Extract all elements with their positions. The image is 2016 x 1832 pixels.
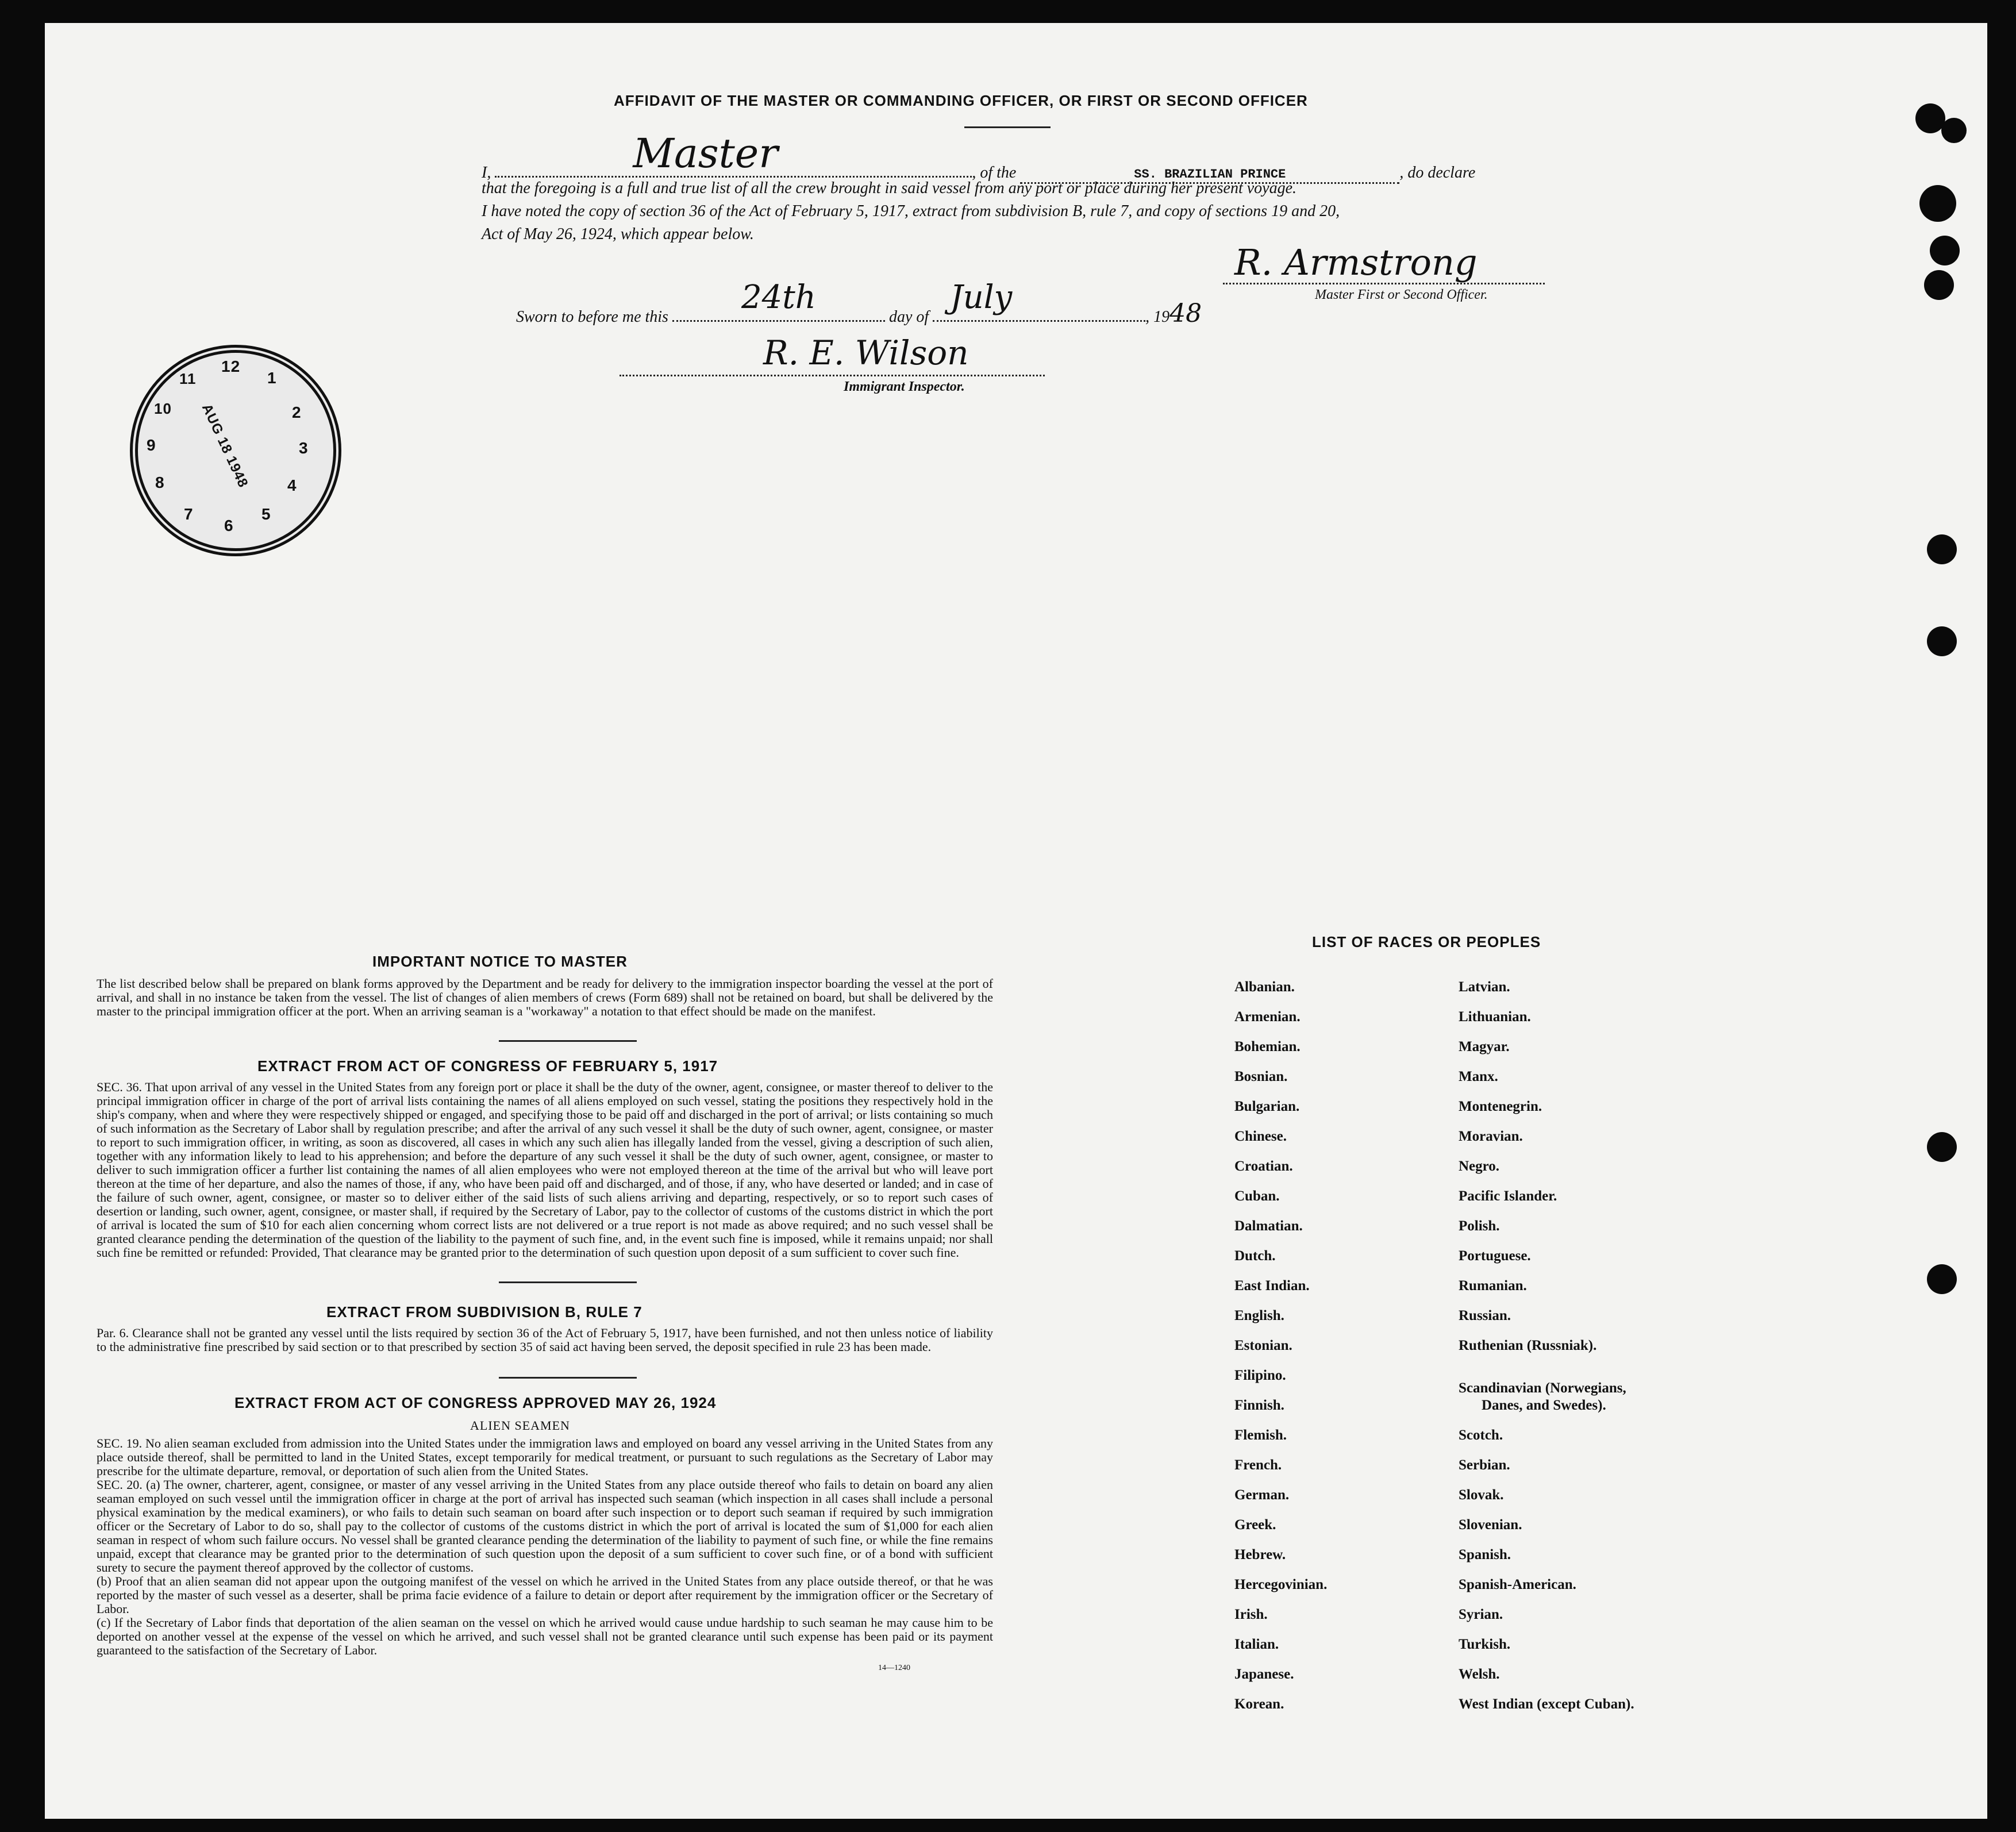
stamp-digit: 3 [299, 439, 309, 457]
subdivision-b-text: Par. 6. Clearance shall not be granted any vessel until the lists required by section 36 of the Act of February 5, 1917, have been furnished, and not then unless notice of liability to the administrative fine prescribed by said section or to that prescribed by section 35 of said act having been served, the deposit specified in rule 23 has been made. [97, 1326, 993, 1354]
race-item: Bosnian. [1234, 1069, 1288, 1084]
stamp-digit: 7 [184, 505, 194, 523]
race-item: Moravian. [1459, 1129, 1523, 1144]
race-item: Spanish. [1459, 1547, 1511, 1562]
race-item: Dutch. [1234, 1248, 1276, 1264]
race-item: Russian. [1459, 1308, 1511, 1323]
punch-hole [1930, 236, 1960, 265]
master-caption: Master First or Second Officer. [1315, 287, 1488, 302]
race-item: Syrian. [1459, 1607, 1503, 1622]
race-item: East Indian. [1234, 1278, 1310, 1294]
race-item: Croatian. [1234, 1159, 1293, 1174]
section-20c: (c) If the Secretary of Labor finds that deportation of the alien seaman on the vessel on which he arrived would cause undue hardship to such seaman he may cause him to be deported on another vessel at the expense of the vessel on which he arrived, and such vessel shall not be granted clearance until such expense has been paid or its payment guaranteed to the satisfaction of the Secretary of Labor. [97, 1615, 993, 1657]
race-item: Manx. [1459, 1069, 1498, 1084]
race-item: German. [1234, 1487, 1290, 1503]
declaration-line-2: that the foregoing is a full and true list of all the crew brought in said vessel from any port or place during her present voyage. [482, 179, 1297, 197]
race-item: Scotch. [1459, 1427, 1503, 1443]
extract-1924-text [97, 1437, 993, 1657]
race-item: Irish. [1234, 1607, 1268, 1622]
race-item: Hebrew. [1234, 1547, 1286, 1562]
alien-seamen-subtitle: ALIEN SEAMEN [470, 1418, 570, 1433]
extract-1917-text: SEC. 36. That upon arrival of any vessel in the United States from any foreign port or place it shall be the duty of the owner, agent, consignee, or master thereof to deliver to the principal immigration officer in charge of the port of arrival lists containing the names of all aliens employed on such vessel, stating the positions they respectively hold in the ship's company, when and where they were respectively shipped or engaged, and specifying those to be paid off and discharged in the port of arrival; or lists containing so much of such information as the Secretary of Labor shall by regulation prescribe; and after the arrival of any such vessel it shall be the duty of such owner, agent, consignee, or master to report to such immigration officer, in writing, as soon as discovered, all cases in which any such alien has illegally landed from the vessel, giving a description of such alien, together with any information likely to lead to his apprehension; and before the departure of any such vessel it shall be the duty of such owner, agent, consignee, or master to deliver to such immigration officer a further list containing the names of all alien employees who were not employed thereon at the time of the arrival but who will leave port thereon at the time of her departure, and also the names of those, if any, who have been paid off and discharged, and of those, if any, who have deserted or landed; and in case of the failure of such owner, agent, consignee, or master so to deliver either of the said lists of such aliens arriving and departing, respectively, or so to report such cases of desertion or landing, such owner, agent, consignee, or master shall, if required by the Secretary of Labor, pay to the collector of customs of the customs district in which the port of arrival is located the sum of $10 for each alien concerning whom correct lists are not delivered or a true report is not made as above required; and no such vessel shall be granted clearance pending the determination of the question of the liability to the payment of such fine, and, in the event such fine is imposed, while it remains unpaid; nor shall such fine be remitted or refunded: Provided, That clearance may be granted prior to the determination of such question upon deposit of a sum sufficient to cover such fine. [97, 1080, 993, 1260]
race-item: Greek. [1234, 1517, 1276, 1533]
race-item: Polish. [1459, 1218, 1500, 1234]
stamp-digit: 8 [155, 474, 165, 491]
subdivision-b-divider [499, 1377, 637, 1379]
inspector-signature-block [620, 333, 1056, 397]
date-stamp [130, 345, 341, 556]
i-label: I, [482, 164, 491, 182]
race-item: French. [1234, 1457, 1282, 1473]
master-signature: R. Armstrong [1234, 241, 1478, 283]
race-item: Danes, and Swedes). [1482, 1398, 1606, 1413]
race-item: Cuban. [1234, 1188, 1280, 1204]
inspector-caption: Immigrant Inspector. [844, 379, 965, 394]
stamp-digit: 11 [179, 370, 197, 387]
punch-hole [1919, 185, 1956, 222]
vessel-name: SS. BRAZILIAN PRINCE [1134, 167, 1286, 182]
race-item: Estonian. [1234, 1338, 1292, 1353]
form-number: 14—1240 [878, 1664, 910, 1672]
sworn-month: July [950, 279, 1013, 316]
stamp-digit: 12 [221, 357, 241, 375]
races-title: LIST OF RACES OR PEOPLES [1312, 933, 1541, 950]
sworn-day: 24th [741, 279, 816, 316]
race-item: Flemish. [1234, 1427, 1287, 1443]
race-item: Rumanian. [1459, 1278, 1527, 1294]
notice-divider [499, 1040, 637, 1042]
race-item: Slovenian. [1459, 1517, 1522, 1533]
stamp-digit: 1 [267, 369, 277, 387]
stamp-digit: 9 [147, 436, 156, 454]
race-item: Lithuanian. [1459, 1009, 1531, 1025]
officer-handwriting: Master [633, 130, 778, 177]
race-item: Latvian. [1459, 979, 1510, 995]
race-item: Japanese. [1234, 1666, 1294, 1682]
declaration-line-4: Act of May 26, 1924, which appear below. [482, 225, 754, 243]
inspector-signature: R. E. Wilson [763, 333, 969, 372]
do-declare-label: , do declare [1399, 164, 1476, 182]
race-item: Finnish. [1234, 1398, 1284, 1413]
race-item: Portuguese. [1459, 1248, 1531, 1264]
race-item: Italian. [1234, 1637, 1279, 1652]
race-item: Welsh. [1459, 1666, 1500, 1682]
notice-text: The list described below shall be prepared on blank forms approved by the Department and be ready for delivery to the immigration inspector boarding the vessel at the port of arrival, and shall in no instance be taken from the vessel. The list of changes of alien members of crews (Form 689) shall not be retained on board, but shall be delivered by the master to the principal immigration officer at the port. When an arriving seaman is a "workaway" a notation to that effect should be made on the manifest. [97, 976, 993, 1018]
race-item: Montenegrin. [1459, 1099, 1542, 1114]
punch-hole [1927, 626, 1957, 656]
year-suffix: 48 [1169, 299, 1202, 328]
race-item: Scandinavian (Norwegians, [1459, 1380, 1626, 1396]
section-20a: SEC. 20. (a) The owner, charterer, agent, consignee, or master of any vessel arriving in the United States from any place outside thereof who fails to detain on board any alien seaman employed on such vessel until the immigration officer in charge at the port of arrival has inspected such seaman (which inspection in all cases shall include a personal physical examination by the medical examiners), or who fails to detain such seaman on board after such inspection or to deport such seaman if required by such immigration officer or the Secretary of Labor to do so, shall pay to the collector of customs of the customs district in which the port of arrival is located the sum of $1,000 for each alien seaman in respect of whom such failure occurs. No vessel shall be granted clearance pending the determination of the liability to payment of such fine, or while the fine remains unpaid, except that clearance may be granted prior to the determination of such question upon the deposit of a sum sufficient to cover such fine, or of a bond with sufficient surety to secure the payment thereof approved by the collector of customs. [97, 1477, 993, 1575]
sworn-month-field [933, 279, 1145, 322]
extract-1917-divider [499, 1281, 637, 1283]
race-item: Spanish-American. [1459, 1577, 1576, 1592]
race-item: Turkish. [1459, 1637, 1511, 1652]
extract-1917-title: EXTRACT FROM ACT OF CONGRESS OF FEBRUARY 5, 1917 [257, 1057, 718, 1075]
sworn-prefix: Sworn to before me this [516, 308, 668, 326]
race-item: English. [1234, 1308, 1284, 1323]
race-item: Ruthenian (Russniak). [1459, 1338, 1597, 1353]
race-item: Bohemian. [1234, 1039, 1301, 1054]
stamp-digit: 4 [287, 476, 297, 494]
punch-hole [1941, 118, 1967, 143]
punch-hole [1924, 270, 1954, 300]
race-item: Serbian. [1459, 1457, 1510, 1473]
sworn-day-field [672, 279, 885, 322]
notice-title: IMPORTANT NOTICE TO MASTER [372, 953, 628, 970]
section-20b: (b) Proof that an alien seaman did not appear upon the outgoing manifest of the vessel on which he arrived in the United States from any place outside thereof, or that he was reported by the master of such vessel as a deserter, shall be prima facie evidence of a failure to detain or deport after requirement by the immigration officer or the Secretary of Labor. [97, 1574, 993, 1616]
race-item: Korean. [1234, 1696, 1284, 1712]
declaration-line-3: I have noted the copy of section 36 of the Act of February 5, 1917, extract from subdivision B, rule 7, and copy of sections 19 and 20, [482, 202, 1340, 220]
title-divider [964, 126, 1051, 128]
year-prefix: , 19 [1145, 308, 1170, 326]
affidavit-title: AFFIDAVIT OF THE MASTER OR COMMANDING OFFICER, OR FIRST OR SECOND OFFICER [614, 92, 1308, 109]
stamp-digit: 2 [292, 403, 302, 421]
race-item: Albanian. [1234, 979, 1295, 995]
race-item: West Indian (except Cuban). [1459, 1696, 1634, 1712]
stamp-digit: 5 [261, 505, 271, 523]
race-item: Negro. [1459, 1159, 1500, 1174]
race-item: Magyar. [1459, 1039, 1510, 1054]
race-item: Chinese. [1234, 1129, 1287, 1144]
race-item: Hercegovinian. [1234, 1577, 1328, 1592]
race-item: Bulgarian. [1234, 1099, 1300, 1114]
race-item: Pacific Islander. [1459, 1188, 1557, 1204]
stamp-digit: 6 [224, 517, 234, 534]
officer-field [495, 130, 972, 178]
race-item: Slovak. [1459, 1487, 1504, 1503]
race-item: Filipino. [1234, 1368, 1286, 1383]
subdivision-b-title: EXTRACT FROM SUBDIVISION B, RULE 7 [326, 1303, 642, 1321]
race-item: Armenian. [1234, 1009, 1301, 1025]
stamp-date: AUG 18 1948 [198, 401, 251, 490]
punch-hole [1927, 534, 1957, 564]
day-of-label: day of [888, 308, 929, 326]
extract-1924-title: EXTRACT FROM ACT OF CONGRESS APPROVED MAY 26, 1924 [234, 1394, 717, 1411]
race-item: Dalmatian. [1234, 1218, 1303, 1234]
punch-hole [1927, 1264, 1957, 1294]
stamp-digit: 10 [154, 400, 172, 417]
of-the-label: , of the [972, 164, 1017, 182]
punch-hole [1927, 1132, 1957, 1162]
section-19: SEC. 19. No alien seaman excluded from admission into the United States under the immigration laws and employed on board any vessel arriving in the United States from any place outside thereof, shall be permitted to land in the United States, except temporarily for medical treatment, or pursuant to such regulations as the Secretary of Labor may prescribe for the ultimate departure, removal, or deportation of such alien from the United States. [97, 1436, 993, 1478]
document-sheet [45, 23, 1987, 1819]
